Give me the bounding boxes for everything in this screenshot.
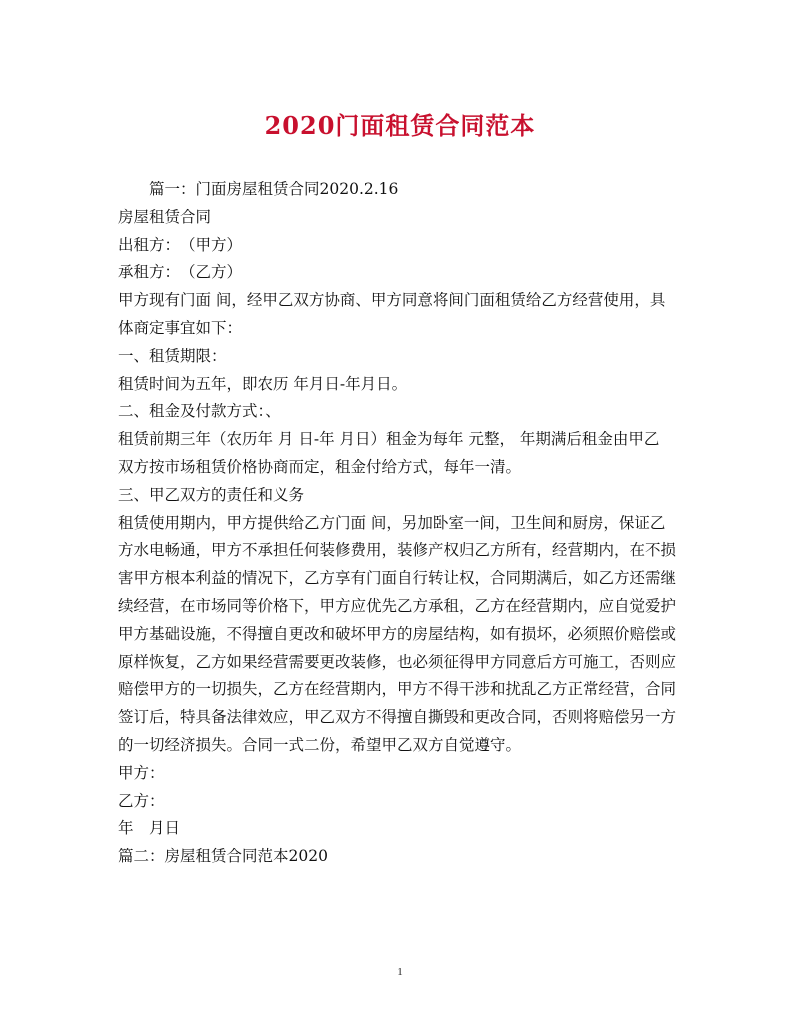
clause3-line-1: 租赁使用期内，甲方提供给乙方门面 间，另加卧室一间，卫生间和厨房，保证乙 xyxy=(118,513,666,532)
lessor-line: 出租方： （甲方） xyxy=(118,235,243,254)
page-number: 1 xyxy=(397,966,403,978)
intro-line-2: 体商定事宜如下： xyxy=(118,318,243,337)
document-title: 2020门面租赁合同范本 xyxy=(264,111,536,140)
clause2-heading: 二、租金及付款方式：、 xyxy=(118,402,281,421)
section1-heading: 篇一：门面房屋租赁合同2020.2.16 xyxy=(149,180,399,198)
clause3-line-3: 害甲方根本利益的情况下，乙方享有门面自行转让权，合同期满后，如乙方还需继 xyxy=(118,569,677,588)
date-line: 年 月日 xyxy=(118,819,181,838)
document-body xyxy=(118,176,684,871)
clause3-line-7: 赔偿甲方的一切损失，乙方在经营期内，甲方不得干涉和扰乱乙方正常经营，合同 xyxy=(118,680,677,699)
party-a-signature: 甲方： xyxy=(118,763,165,782)
clause3-line-6: 原样恢复，乙方如果经营需要更改装修，也必须征得甲方同意后方可施工，否则应 xyxy=(118,652,677,671)
intro-line-1: 甲方现有门面 间，经甲乙双方协商、甲方同意将间门面租赁给乙方经营使用，具 xyxy=(118,291,666,310)
party-b-signature: 乙方： xyxy=(118,791,165,810)
clause1-heading: 一、租赁期限： xyxy=(118,346,227,365)
contract-name: 房屋租赁合同 xyxy=(118,207,212,226)
section2-heading: 篇二：房屋租赁合同范本2020 xyxy=(118,847,328,866)
clause1-text: 租赁时间为五年，即农历 年月日-年月日。 xyxy=(118,374,408,393)
clause3-line-4: 续经营，在市场同等价格下，甲方应优先乙方承租，乙方在经营期内，应自觉爱护 xyxy=(118,596,677,615)
clause3-line-8: 签订后，特具备法律效应，甲乙双方不得擅自撕毁和更改合同，否则将赔偿另一方 xyxy=(118,708,677,727)
clause3-line-5: 甲方基础设施，不得擅自更改和破坏甲方的房屋结构，如有损坏，必须照价赔偿或 xyxy=(118,624,677,643)
lessee-line: 承租方： （乙方） xyxy=(118,263,243,282)
clause3-line-2: 方水电畅通，甲方不承担任何装修费用，装修产权归乙方所有，经营期内，在不损 xyxy=(118,541,677,560)
clause3-heading: 三、甲乙双方的责任和义务 xyxy=(118,485,305,504)
clause3-line-9: 的一切经济损失。合同一式二份，希望甲乙双方自觉遵守。 xyxy=(118,735,522,754)
clause2-line-1: 租赁前期三年（农历年 月 日-年 月日）租金为每年 元整， 年期满后租金由甲乙 xyxy=(118,430,660,449)
clause2-line-2: 双方按市场租赁价格协商而定，租金付给方式，每年一清。 xyxy=(118,457,522,476)
